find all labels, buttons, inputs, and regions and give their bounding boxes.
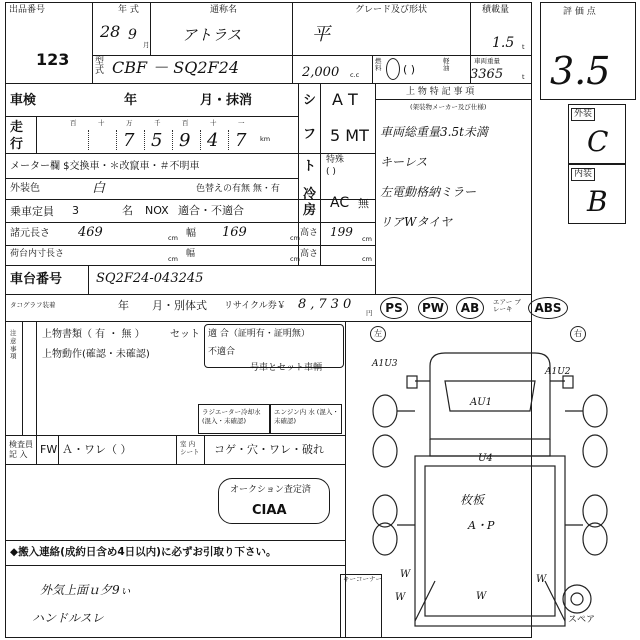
digit-header: 千 [154, 119, 161, 127]
aircon-char-1: 冷 [303, 187, 317, 202]
fuel-circle [386, 58, 400, 80]
checker-label: 検査員 記 入 [9, 440, 33, 460]
divider [92, 2, 93, 83]
airbrake-label: エアー ブレーキ [493, 298, 521, 314]
seats-value: 3 [72, 204, 79, 217]
type-label: 型式 [95, 57, 105, 77]
recycle-value: 8,730 [298, 297, 356, 312]
aircon-value: AC [330, 195, 350, 211]
shaken-month-label: 月・抹消 [200, 93, 253, 108]
cargo-height-label: 高さ [300, 249, 319, 259]
capacity-label: 積載量 [482, 5, 510, 15]
interior-value: B [587, 185, 608, 218]
capacity-unit: t [522, 43, 525, 51]
interior-sheet-value: コゲ・穴・ワレ・破れ [214, 443, 324, 456]
digit-divider [88, 130, 89, 150]
divider [5, 199, 375, 200]
type-value: CBF － SQ2F24 [112, 58, 239, 77]
divider [5, 265, 375, 266]
docs-label: 上物書類（ 有 ・ 無 ） [42, 329, 145, 340]
color-value: 白 [92, 181, 106, 196]
divider [204, 435, 205, 464]
divider [58, 435, 59, 464]
vehicle-weight: 3365 [470, 67, 504, 82]
mark-ap: A・P [468, 519, 495, 532]
lot-no: 123 [36, 50, 70, 69]
digit-header: 十 [210, 119, 217, 127]
light-label: 軽油 [443, 57, 450, 73]
mark-panel: 枚板 [460, 493, 485, 507]
left-label: 左 [374, 329, 382, 338]
score-label: 評 価 点 [563, 7, 596, 17]
fuel-label: 燃料 [375, 57, 382, 73]
displacement: 2,000 [302, 65, 340, 80]
special-paren: ( ) [326, 167, 336, 177]
divider [36, 116, 37, 153]
glass-label: Ａ・ワレ（ ） [62, 443, 132, 456]
mileage-digit: 9 [179, 130, 191, 151]
action-label: 上物動作(確認・未確認) [42, 349, 150, 360]
divider [36, 321, 37, 435]
ab-badge: AB [456, 297, 484, 319]
capacity-value: 1.5 [492, 35, 515, 51]
divider [5, 464, 345, 465]
model-name-label: 通称名 [210, 5, 238, 15]
mark-a1u2: A1U2 [545, 367, 571, 377]
height-label: 高さ [300, 228, 319, 238]
divider [372, 55, 373, 83]
tacho-label: タコグラフ装着 [10, 301, 56, 309]
handwritten-note-2: ハンドルスレ [32, 611, 104, 625]
divider [292, 2, 293, 83]
divider [150, 2, 151, 55]
at-label: A T [332, 90, 358, 109]
height-value: 199 [330, 225, 353, 239]
digit-header: 万 [126, 119, 133, 127]
year-era: 28 [100, 22, 121, 41]
shift-char-3: ト [303, 159, 317, 174]
chassis-label: 車台番号 [10, 272, 63, 287]
vehicle-weight-label: 車両重量 [474, 57, 500, 65]
digit-divider [228, 130, 229, 150]
month-suffix: 月 [143, 41, 150, 49]
divider [375, 99, 532, 100]
digit-divider [116, 130, 117, 150]
divider [320, 83, 321, 265]
year-month: 9 [128, 27, 137, 43]
notes-line-3: 左電動格納ミラー [380, 185, 477, 199]
mt-value: 5 MT [330, 126, 369, 145]
digit-divider [144, 130, 145, 150]
divider [88, 265, 89, 294]
recycle-label: リサイクル券￥ [224, 301, 286, 311]
tacho-month: 月・別体式 [152, 299, 207, 312]
color-label: 外装色 [10, 183, 40, 194]
grade: 平 [312, 24, 330, 45]
cargo-label: 荷台内寸長さ [10, 249, 65, 259]
digit-header: 百 [182, 119, 189, 127]
length-unit: cm [168, 234, 178, 242]
cargo-unit: cm [362, 255, 372, 263]
cargo-unit: cm [168, 255, 178, 263]
interior-label: 内装 [571, 168, 595, 181]
right-label: 右 [574, 329, 582, 338]
divider [5, 116, 298, 117]
grade-label: グレード及び形状 [355, 5, 428, 15]
width-label: 幅 [186, 228, 196, 239]
divider [5, 540, 345, 541]
spare-label: スペア [568, 615, 596, 625]
meter-label: メーター欄 $交換車・＊改竄車・＃不明車 [10, 161, 200, 172]
seats-label: 乗車定員 [10, 205, 54, 218]
displacement-unit: c.c [350, 71, 360, 79]
digit-divider [200, 130, 201, 150]
set-vehicle-label: 号車とセット車輌 [250, 363, 323, 373]
notes-title: 上 物 特 記 事 項 [406, 87, 475, 97]
color-change-label: 色替えの有無 無・有 [196, 184, 280, 194]
exterior-label: 外装 [571, 108, 595, 121]
divider [176, 435, 177, 464]
stamp-line-1: オークション査定済 [230, 485, 311, 495]
cargo-width-label: 幅 [186, 249, 196, 259]
model-name: アトラス [182, 26, 242, 44]
notes-side-label: 注意事項 [10, 329, 17, 361]
notes-subtitle: (架装物メーカー及び仕様) [410, 103, 487, 111]
notes-line-4: リアWタイヤ [380, 215, 453, 229]
height-unit: cm [362, 235, 372, 243]
notes-line-1: 車両総重量3.5t未満 [380, 125, 488, 139]
shift-char-1: シ [303, 93, 317, 108]
divider [5, 435, 345, 436]
divider [5, 294, 532, 295]
handwritten-note-1: 外気上面ｕ夕9ぃ [40, 583, 132, 597]
ps-badge: PS [380, 297, 408, 319]
mileage-label: 走行 [10, 120, 24, 152]
divider [5, 178, 298, 179]
mileage-unit: km [260, 135, 271, 143]
divider [5, 565, 345, 566]
divider [5, 83, 532, 84]
shift-char-2: フ [303, 127, 317, 142]
radiator-label: ラジエーター冷却水 (混入・未確認) [202, 408, 261, 426]
aircon-char-2: 房 [303, 203, 317, 218]
divider [375, 83, 376, 295]
abs-badge: ABS [528, 297, 568, 319]
notes-line-2: キーレス [380, 155, 428, 169]
nox-label: NOX [145, 204, 169, 217]
divider [5, 153, 375, 154]
pw-badge: PW [418, 297, 448, 319]
score-value: 3.5 [550, 49, 611, 93]
chassis-value: SQ2F24-043245 [96, 271, 204, 286]
set-label: セット [170, 329, 200, 340]
divider [22, 321, 23, 435]
fuel-paren: ( ) [403, 63, 416, 76]
mark-a1u3: A1U3 [372, 359, 398, 369]
mileage-digit: 7 [235, 130, 247, 151]
divider [36, 435, 37, 464]
cargo-unit: cm [290, 255, 300, 263]
mark-u4: U4 [478, 453, 493, 464]
lot-no-label: 出品番号 [9, 5, 46, 15]
divider [5, 245, 375, 246]
special-label: 特殊 [326, 155, 345, 165]
width-value: 169 [222, 225, 247, 240]
divider [5, 222, 375, 223]
interior-sheet-label: 室 内 シート [180, 440, 200, 457]
mileage-digit: 7 [123, 130, 135, 151]
digit-divider [172, 130, 173, 150]
wheel-mark-1: W [400, 569, 411, 580]
wheel-mark-3: W [395, 592, 406, 603]
compliance-1: 適 合（証明有・証明無） [208, 329, 310, 339]
nox-value: 適合・不適合 [178, 204, 244, 217]
shaken-year-label: 年 [124, 93, 138, 108]
length-value: 469 [78, 225, 103, 240]
wheel-mark-2: W [476, 591, 487, 602]
digit-header: 十 [98, 119, 105, 127]
divider [92, 55, 532, 56]
tacho-year: 年 [118, 299, 129, 312]
year-label: 年 式 [118, 5, 139, 15]
mileage-digit: 5 [151, 130, 163, 151]
mileage-digit: 4 [207, 130, 219, 151]
notice: ◆搬入連絡(成約日含め4日以内)に必ずお引取り下さい。 [10, 546, 277, 558]
digit-header: 百 [70, 119, 77, 127]
aircon-none: 無 [358, 197, 369, 210]
recycle-unit: 円 [366, 309, 373, 317]
digit-header: 一 [238, 119, 245, 127]
width-unit: cm [290, 234, 300, 242]
length-label: 諸元長さ [10, 228, 50, 239]
engine-label: エンジン内 水 (混入・未確認) [274, 408, 339, 426]
shaken-label: 車検 [10, 93, 37, 108]
seats-unit: 名 [122, 204, 133, 217]
key-corner-label: キーコーナー [343, 575, 382, 583]
vehicle-weight-unit: t [522, 73, 525, 81]
compliance-2: 不適合 [208, 347, 236, 357]
wheel-mark-4: W [536, 574, 547, 585]
mark-au1: AU1 [470, 397, 493, 408]
exterior-value: C [587, 125, 609, 158]
stamp-logo: CIAA [252, 503, 287, 518]
fw-label: FW [40, 443, 58, 456]
